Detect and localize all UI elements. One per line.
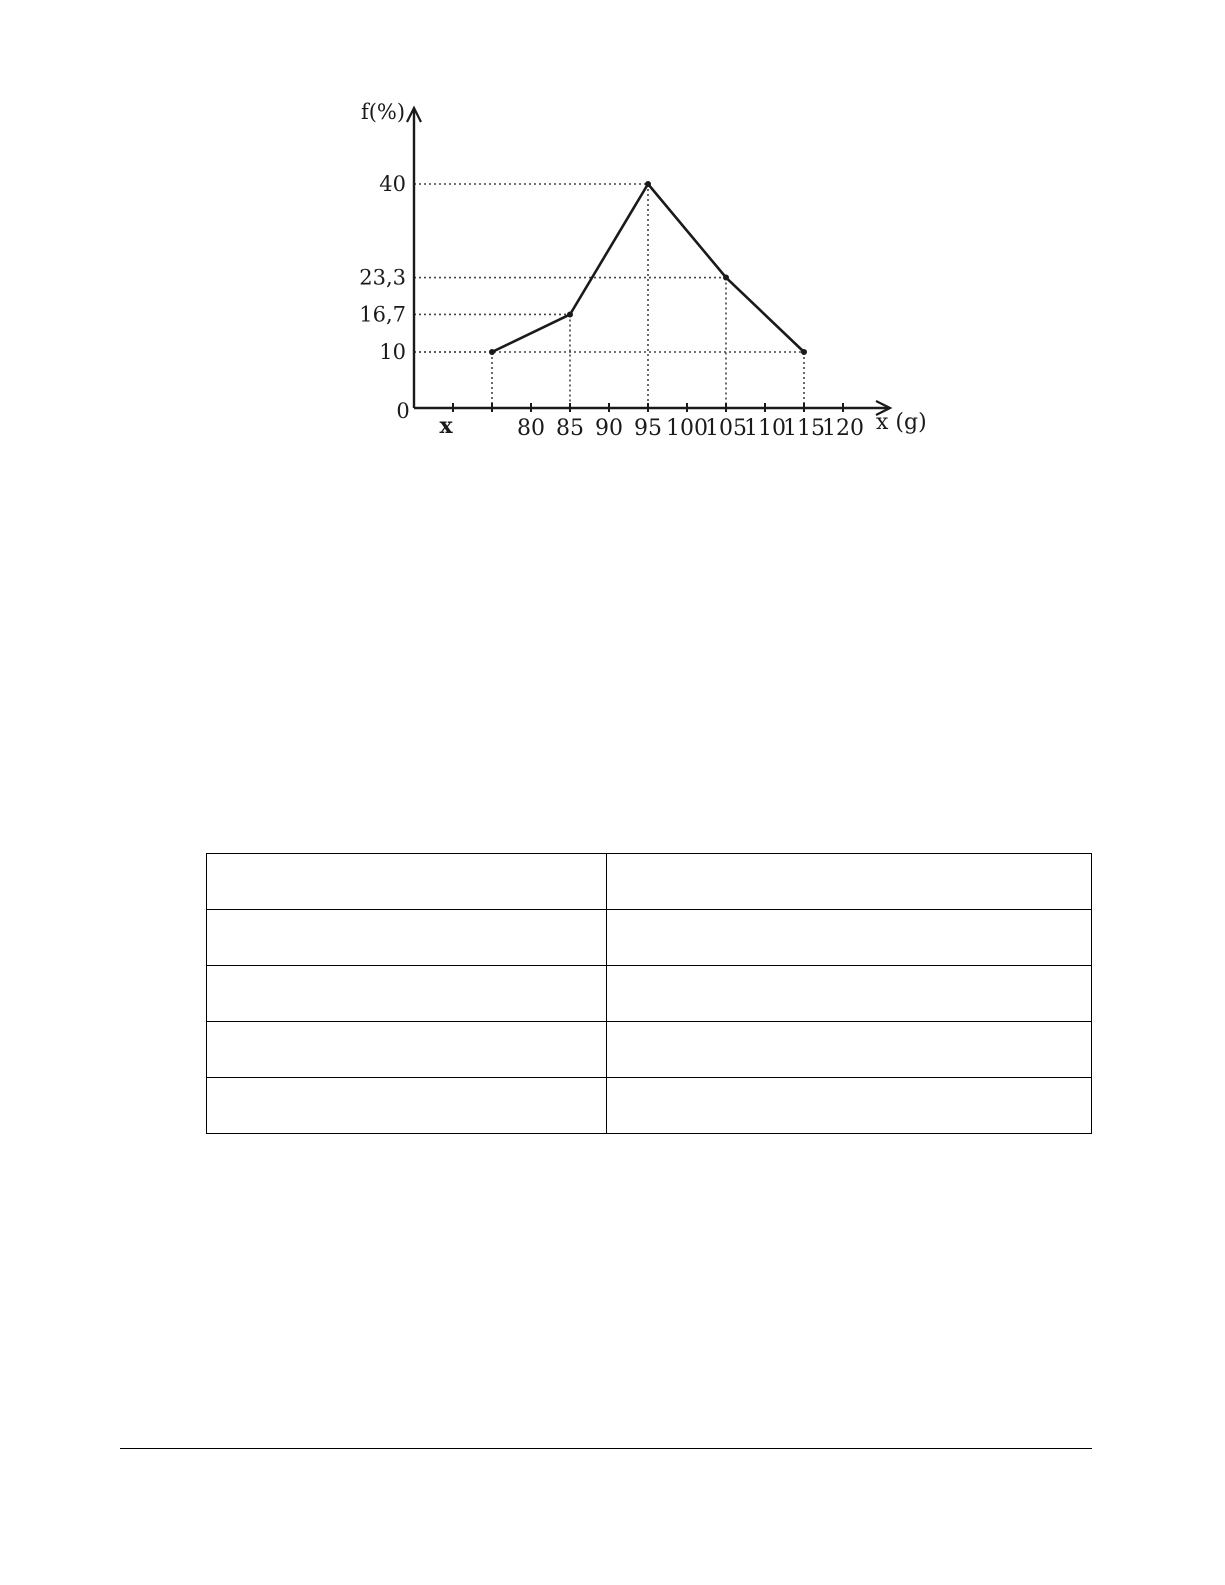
y-axis-label: f(%) — [360, 100, 406, 124]
table-row — [207, 966, 1092, 1022]
y-tick-label: 40 — [379, 172, 406, 196]
y-tick-label: 23,3 — [359, 265, 406, 290]
x-tick-label: 95 — [634, 416, 662, 441]
footer-rule — [120, 1448, 1092, 1449]
x-tick-label: 105 — [705, 416, 747, 441]
table-cell — [607, 1022, 1092, 1078]
y-tick-label: 16,7 — [359, 302, 406, 327]
table-cell — [207, 1022, 607, 1078]
origin-label: 0 — [396, 399, 410, 423]
table-row — [207, 1078, 1092, 1134]
table-row — [207, 1022, 1092, 1078]
x-tick-label: 115 — [783, 416, 825, 441]
x-tick-label: 80 — [517, 416, 545, 441]
table-cell — [207, 1078, 607, 1134]
data-point — [801, 349, 807, 355]
x-tick-label: 100 — [666, 416, 708, 441]
table-row — [207, 910, 1092, 966]
data-point — [645, 181, 651, 187]
data-point — [489, 349, 495, 355]
table-row — [207, 854, 1092, 910]
chart-axes — [407, 108, 890, 415]
x-tick-label: 120 — [822, 416, 864, 441]
data-point — [567, 311, 573, 317]
data-point — [723, 275, 729, 281]
x-tick-label: 90 — [595, 416, 623, 441]
answer-table — [206, 853, 1092, 1134]
table-cell — [607, 910, 1092, 966]
tick-labels — [359, 100, 926, 441]
x-tick-label: 110 — [744, 416, 786, 441]
table-cell — [207, 966, 607, 1022]
table-cell — [607, 1078, 1092, 1134]
table-cell — [607, 854, 1092, 910]
frequency-polygon-chart — [0, 0, 1225, 500]
series-group — [489, 181, 807, 355]
x-axis-label: x (g) — [876, 410, 927, 435]
table-cell — [607, 966, 1092, 1022]
table-cell — [207, 854, 607, 910]
table-cell — [207, 910, 607, 966]
x-class-label: x — [439, 413, 453, 439]
x-tick-label: 85 — [556, 416, 584, 441]
y-tick-label: 10 — [379, 340, 406, 364]
